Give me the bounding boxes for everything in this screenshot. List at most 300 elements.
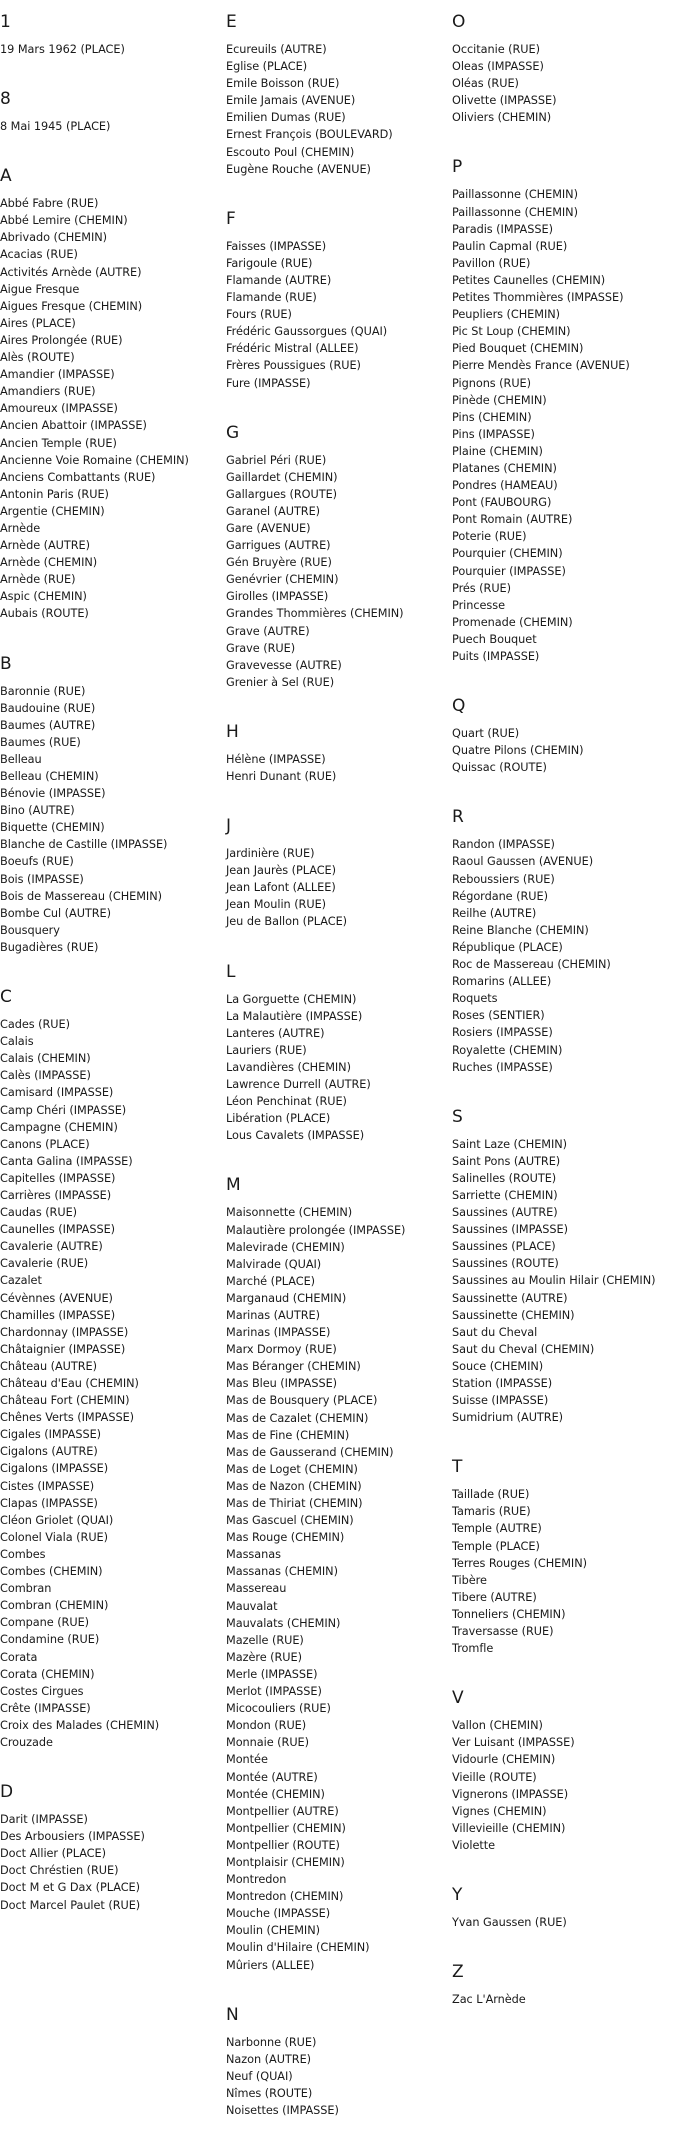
street-entry: Arnède (AUTRE) (0, 539, 90, 553)
street-entry: Crête (IMPASSE) (0, 1701, 91, 1715)
street-entry: Aubais (ROUTE) (0, 607, 89, 621)
street-entry: Saint Pons (AUTRE) (452, 1154, 561, 1168)
street-entry: Baronnie (RUE) (0, 684, 86, 698)
street-entry: Mas Béranger (CHEMIN) (226, 1360, 361, 1374)
street-entry: Prés (RUE) (452, 581, 512, 595)
street-entry: Calais (CHEMIN) (0, 1052, 91, 1066)
street-entry: Régordane (RUE) (452, 889, 548, 903)
street-entry: Roc de Massereau (CHEMIN) (452, 958, 611, 972)
street-entry: Des Arbousiers (IMPASSE) (0, 1830, 145, 1844)
street-entry: Micocouliers (RUE) (226, 1702, 331, 1716)
street-entry: Fours (RUE) (226, 308, 292, 322)
street-entry: Rosiers (IMPASSE) (452, 1026, 553, 1040)
street-entry: Marinas (AUTRE) (226, 1308, 320, 1322)
street-entry: Amandiers (RUE) (0, 385, 96, 399)
street-entry: Mas de Fine (CHEMIN) (226, 1428, 350, 1442)
street-entry: Emile Boisson (RUE) (226, 77, 340, 91)
street-entry: Campagne (CHEMIN) (0, 1120, 118, 1134)
street-entry: Zac L'Arnède (452, 1993, 526, 2007)
index-section-s (452, 1107, 674, 1427)
street-entry: Camisard (IMPASSE) (0, 1086, 114, 1100)
street-entry: Pinède (CHEMIN) (452, 393, 547, 407)
street-entry: La Gorguette (CHEMIN) (226, 992, 357, 1006)
street-entry: Doct Chréstien (RUE) (0, 1864, 119, 1878)
street-entry: Escouto Poul (CHEMIN) (226, 145, 355, 159)
street-entry: Chardonnay (IMPASSE) (0, 1325, 129, 1339)
street-entry: Puech Bouquet (452, 632, 537, 646)
street-entry: Tibère (452, 1573, 487, 1587)
street-entry: Argentie (CHEMIN) (0, 504, 105, 518)
street-entry: Marché (PLACE) (226, 1274, 316, 1288)
street-entry: Grave (RUE) (226, 641, 296, 655)
street-entry: Combes (0, 1547, 46, 1561)
street-entry: Saussines (IMPASSE) (452, 1223, 568, 1237)
street-entry: La Malautière (IMPASSE) (226, 1009, 363, 1023)
street-entry: Caunelles (IMPASSE) (0, 1223, 116, 1237)
street-entry: Château Fort (CHEMIN) (0, 1394, 130, 1408)
street-entry: Mas de Nazon (CHEMIN) (226, 1479, 362, 1493)
street-entry: Mas Rouge (CHEMIN) (226, 1531, 345, 1545)
street-entry: Combran (CHEMIN) (0, 1599, 109, 1613)
street-entry: Pondres (HAMEAU) (452, 479, 558, 493)
street-entry: Platanes (CHEMIN) (452, 461, 557, 475)
street-entry: Château (AUTRE) (0, 1359, 97, 1373)
section-heading: A (0, 166, 12, 187)
street-entry: Sumidrium (AUTRE) (452, 1411, 564, 1425)
street-entry: Petites Thommières (IMPASSE) (452, 291, 624, 305)
index-section-q (452, 696, 674, 776)
street-entry: Calais (0, 1035, 34, 1049)
street-entry: Flamande (AUTRE) (226, 273, 332, 287)
street-entry: Carrières (IMPASSE) (0, 1188, 112, 1202)
street-entry: Mas de Bousquery (PLACE) (226, 1394, 378, 1408)
street-entry: Pins (IMPASSE) (452, 427, 535, 441)
street-entry: Aspic (CHEMIN) (0, 590, 87, 604)
street-entry: Acacias (RUE) (0, 248, 78, 262)
street-entry: Belleau (CHEMIN) (0, 770, 99, 783)
street-list (452, 1914, 674, 1931)
street-entry: Canons (PLACE) (0, 1137, 90, 1151)
street-entry: Monnaie (RUE) (226, 1736, 310, 1750)
street-entry: Flamande (RUE) (226, 291, 317, 305)
street-entry: Tromfle (452, 1642, 494, 1656)
street-entry: Mauvalat (226, 1599, 278, 1613)
street-entry: Pont (FAUBOURG) (452, 496, 552, 510)
street-entry: Grenier à Sel (RUE) (226, 675, 335, 689)
street-entry: Princesse (452, 598, 505, 612)
street-entry: Mauvalats (CHEMIN) (226, 1616, 341, 1630)
index-section-b (0, 654, 222, 957)
street-entry: Antonin Paris (RUE) (0, 487, 109, 501)
street-entry: Saut du Cheval (CHEMIN) (452, 1342, 595, 1356)
street-entry: Mas de Loget (CHEMIN) (226, 1462, 358, 1476)
street-entry: Frères Poussigues (RUE) (226, 359, 361, 373)
street-entry: Mas de Thiriat (CHEMIN) (226, 1497, 363, 1510)
street-entry: Mas de Gausserand (CHEMIN) (226, 1445, 394, 1459)
street-entry: Maisonnette (CHEMIN) (226, 1206, 353, 1220)
street-entry: Pins (CHEMIN) (452, 410, 532, 424)
street-list (0, 195, 222, 622)
section-heading: F (226, 208, 236, 229)
street-entry: Baudouine (RUE) (0, 701, 96, 715)
street-entry: Doct M et G Dax (PLACE) (0, 1881, 140, 1895)
street-entry: Bugadières (RUE) (0, 940, 99, 954)
section-heading: R (452, 807, 464, 828)
street-entry: Cigalons (IMPASSE) (0, 1462, 109, 1476)
street-entry: Colonel Viala (RUE) (0, 1530, 109, 1544)
street-entry: Lanteres (AUTRE) (226, 1026, 325, 1040)
street-entry: Grave (AUTRE) (226, 624, 310, 638)
street-index-column-2 (226, 12, 448, 2150)
street-entry: Aires Prolongée (RUE) (0, 333, 123, 347)
street-entry: Ancienne Voie Romaine (CHEMIN) (0, 453, 189, 467)
street-entry: Gabriel Péri (RUE) (226, 453, 327, 467)
street-entry: Cévènnes (AVENUE) (0, 1291, 113, 1305)
street-entry: Lauriers (RUE) (226, 1043, 307, 1057)
street-entry: Promenade (CHEMIN) (452, 615, 573, 629)
street-list (452, 836, 674, 1075)
section-heading: O (452, 12, 466, 32)
street-entry: Montredon (226, 1873, 287, 1887)
street-entry: Clapas (IMPASSE) (0, 1496, 98, 1510)
index-section-e (226, 12, 448, 178)
street-entry: Aigue Fresque (0, 282, 80, 296)
street-entry: Pignons (RUE) (452, 376, 532, 390)
street-list (226, 238, 448, 392)
street-entry: Faisses (IMPASSE) (226, 239, 327, 253)
street-list (452, 41, 674, 126)
street-entry: Pourquier (IMPASSE) (452, 564, 566, 578)
section-heading: B (0, 653, 12, 674)
street-entry: Doct Allier (PLACE) (0, 1847, 106, 1861)
section-heading: Z (452, 1962, 464, 1983)
street-entry: Station (IMPASSE) (452, 1377, 553, 1390)
street-entry: Henri Dunant (RUE) (226, 770, 337, 783)
index-section-d (0, 1782, 222, 1914)
street-entry: Moulin (CHEMIN) (226, 1924, 320, 1938)
street-entry: Montredon (CHEMIN) (226, 1890, 344, 1904)
street-entry: Vignes (CHEMIN) (452, 1804, 547, 1818)
street-entry: Cigalons (AUTRE) (0, 1445, 98, 1459)
street-entry: Puits (IMPASSE) (452, 650, 540, 663)
street-entry: Paillassonne (CHEMIN) (452, 188, 578, 202)
street-entry: Cades (RUE) (0, 1018, 70, 1032)
street-entry: Merlot (IMPASSE) (226, 1685, 322, 1699)
section-heading: T (452, 1457, 463, 1478)
street-entry: Biquette (CHEMIN) (0, 821, 105, 835)
street-entry: Roses (SENTIER) (452, 1009, 545, 1023)
street-entry: Malevirade (CHEMIN) (226, 1240, 345, 1254)
street-entry: Vignerons (IMPASSE) (452, 1787, 569, 1801)
street-entry: Eugène Rouche (AVENUE) (226, 162, 371, 176)
street-entry: Temple (PLACE) (452, 1539, 540, 1553)
street-entry: Narbonne (RUE) (226, 2035, 317, 2049)
street-entry: Saut du Cheval (452, 1325, 538, 1339)
street-entry: Paulin Capmal (RUE) (452, 239, 568, 253)
section-heading: E (226, 12, 237, 32)
index-section-j (226, 816, 448, 930)
street-entry: Traversasse (RUE) (452, 1625, 554, 1639)
street-entry: Gravevesse (AUTRE) (226, 658, 342, 672)
street-entry: Gén Bruyère (RUE) (226, 556, 332, 570)
street-entry: Salinelles (ROUTE) (452, 1171, 557, 1185)
street-entry: Amandier (IMPASSE) (0, 368, 115, 382)
street-entry: Vieille (ROUTE) (452, 1770, 537, 1784)
street-entry: Frédéric Mistral (ALLEE) (226, 342, 359, 356)
street-list (226, 452, 448, 691)
street-entry: Raoul Gaussen (AVENUE) (452, 855, 594, 869)
street-index-column-3 (452, 12, 674, 2039)
street-entry: Châtaignier (IMPASSE) (0, 1342, 126, 1356)
street-entry: Calès (IMPASSE) (0, 1069, 91, 1083)
street-entry: Canta Galina (IMPASSE) (0, 1154, 133, 1168)
street-entry: Gaillardet (CHEMIN) (226, 470, 338, 484)
street-entry: Grandes Thommières (CHEMIN) (226, 607, 404, 621)
street-entry: Compane (RUE) (0, 1616, 90, 1630)
street-entry: Villevieille (CHEMIN) (452, 1821, 566, 1835)
street-entry: Ver Luisant (IMPASSE) (452, 1736, 575, 1750)
street-entry: Violette (452, 1838, 496, 1852)
street-entry: Activités Arnède (AUTRE) (0, 265, 142, 279)
street-entry: Alès (ROUTE) (0, 351, 75, 365)
index-section-t (452, 1457, 674, 1657)
street-entry: Peupliers (CHEMIN) (452, 308, 561, 322)
street-entry: Ernest François (BOULEVARD) (226, 128, 393, 142)
section-heading: G (226, 422, 240, 443)
street-entry: Abbé Lemire (CHEMIN) (0, 214, 128, 228)
street-entry: Ruches (IMPASSE) (452, 1060, 553, 1074)
street-list (0, 1811, 222, 1914)
street-entry: Marinas (IMPASSE) (226, 1326, 331, 1340)
index-section-f (226, 209, 448, 392)
street-entry: Petites Caunelles (CHEMIN) (452, 273, 606, 287)
section-heading: 8 (0, 89, 11, 110)
street-entry: Quart (RUE) (452, 727, 520, 741)
street-entry: Château d'Eau (CHEMIN) (0, 1377, 139, 1390)
street-entry: Lawrence Durrell (AUTRE) (226, 1078, 371, 1092)
street-entry: Massereau (226, 1582, 287, 1596)
street-entry: Garanel (AUTRE) (226, 504, 321, 518)
street-entry: Aires (PLACE) (0, 316, 76, 330)
street-entry: Saussinette (AUTRE) (452, 1291, 568, 1305)
street-entry: Bois (IMPASSE) (0, 872, 84, 886)
street-entry: Pourquier (CHEMIN) (452, 547, 563, 561)
street-entry: Montée (CHEMIN) (226, 1787, 325, 1801)
section-heading: N (226, 2004, 239, 2025)
street-list (0, 118, 222, 135)
street-entry: Mouche (IMPASSE) (226, 1907, 331, 1921)
street-entry: Combes (CHEMIN) (0, 1565, 103, 1579)
index-section-l (226, 962, 448, 1145)
street-entry: Amoureux (IMPASSE) (0, 402, 118, 416)
section-heading: C (0, 987, 12, 1008)
street-list (0, 41, 222, 58)
street-list (226, 41, 448, 178)
street-entry: Bombe Cul (AUTRE) (0, 906, 112, 920)
section-heading: 1 (0, 12, 11, 32)
street-entry: Caudas (RUE) (0, 1206, 78, 1220)
street-entry: Lous Cavalets (IMPASSE) (226, 1129, 365, 1143)
street-list (452, 1717, 674, 1854)
street-entry: Vallon (CHEMIN) (452, 1719, 543, 1733)
street-list (226, 991, 448, 1145)
street-entry: Mas Gascuel (CHEMIN) (226, 1514, 354, 1528)
street-entry: Arnède (CHEMIN) (0, 556, 98, 570)
street-entry: Emile Jamais (AVENUE) (226, 94, 356, 108)
street-entry: Pavillon (RUE) (452, 256, 531, 270)
street-entry: Romarins (ALLEE) (452, 975, 552, 989)
street-entry: Saussinette (CHEMIN) (452, 1308, 575, 1322)
index-section-8 (0, 89, 222, 135)
street-entry: Mazelle (RUE) (226, 1633, 304, 1647)
street-entry: Saussines (ROUTE) (452, 1257, 559, 1271)
street-entry: Cazalet (0, 1274, 42, 1288)
street-entry: Yvan Gaussen (RUE) (452, 1915, 567, 1929)
street-entry: Olivette (IMPASSE) (452, 94, 557, 108)
street-entry: Roquets (452, 992, 498, 1006)
street-entry: Corata (0, 1650, 38, 1664)
section-heading: M (226, 1175, 241, 1196)
index-section-o (452, 12, 674, 126)
street-entry: Reine Blanche (CHEMIN) (452, 923, 589, 937)
street-entry: Montpellier (AUTRE) (226, 1804, 339, 1818)
index-section-h (226, 722, 448, 785)
street-entry: République (PLACE) (452, 940, 563, 954)
street-entry: Baumes (AUTRE) (0, 718, 96, 732)
street-entry: Quatre Pilons (CHEMIN) (452, 744, 584, 758)
street-entry: Jean Lafont (ALLEE) (226, 881, 336, 895)
street-entry: Garrigues (AUTRE) (226, 539, 331, 553)
street-entry: Lavandières (CHEMIN) (226, 1060, 351, 1074)
street-entry: Massanas (226, 1548, 281, 1562)
street-entry: Reboussiers (RUE) (452, 872, 555, 886)
street-entry: Saussines (PLACE) (452, 1240, 556, 1254)
street-entry: Abbé Fabre (RUE) (0, 197, 99, 211)
street-entry: Emilien Dumas (RUE) (226, 111, 346, 125)
section-heading: S (452, 1106, 463, 1127)
street-entry: Arnède (RUE) (0, 573, 76, 587)
street-entry: Fure (IMPASSE) (226, 376, 311, 390)
street-entry: Quissac (ROUTE) (452, 761, 547, 775)
street-entry: Tibere (AUTRE) (452, 1590, 537, 1604)
street-entry: Jeu de Ballon (PLACE) (226, 915, 348, 929)
street-entry: Saussines (AUTRE) (452, 1206, 558, 1220)
street-entry: Corata (CHEMIN) (0, 1667, 95, 1681)
street-entry: Temple (AUTRE) (452, 1522, 542, 1536)
street-entry: Cavalerie (RUE) (0, 1257, 89, 1271)
street-entry: Paillassonne (CHEMIN) (452, 205, 578, 219)
street-entry: Moulin d'Hilaire (CHEMIN) (226, 1941, 370, 1955)
street-entry: Cléon Griolet (QUAI) (0, 1513, 114, 1527)
street-entry: Belleau (0, 752, 42, 766)
street-entry: Jardinière (RUE) (226, 847, 315, 861)
street-entry: Poterie (RUE) (452, 530, 527, 544)
street-list (452, 1486, 674, 1657)
section-heading: Q (452, 696, 466, 717)
street-entry: Frédéric Gaussorgues (QUAI) (226, 325, 388, 339)
street-entry: Massanas (CHEMIN) (226, 1565, 338, 1579)
street-entry: Saussines au Moulin Hilair (CHEMIN) (452, 1274, 656, 1288)
street-entry: Crouzade (0, 1735, 53, 1749)
street-entry: Costes Cirgues (0, 1684, 84, 1698)
street-entry: Bino (AUTRE) (0, 804, 75, 818)
street-entry: Blanche de Castille (IMPASSE) (0, 838, 168, 852)
section-heading: P (452, 157, 463, 178)
index-section-g (226, 423, 448, 691)
section-heading: Y (452, 1884, 463, 1905)
street-entry: Bois de Massereau (CHEMIN) (0, 889, 162, 903)
street-entry: Noisettes (IMPASSE) (226, 2104, 339, 2117)
street-entry: Malvirade (QUAI) (226, 1257, 322, 1271)
street-entry: Ancien Temple (RUE) (0, 436, 117, 450)
street-entry: Jean Jaurès (PLACE) (226, 864, 336, 878)
section-heading: D (0, 1782, 14, 1803)
street-entry: Léon Penchinat (RUE) (226, 1095, 347, 1109)
index-section-p (452, 157, 674, 665)
street-entry: Oliviers (CHEMIN) (452, 111, 552, 125)
street-entry: Oléas (RUE) (452, 77, 519, 91)
street-list (226, 751, 448, 785)
street-entry: Montée (AUTRE) (226, 1770, 318, 1784)
street-entry: Mûriers (ALLEE) (226, 1958, 315, 1972)
street-entry: Condamine (RUE) (0, 1633, 100, 1647)
street-entry: Montée (226, 1753, 268, 1767)
street-list (452, 186, 674, 665)
street-entry: Girolles (IMPASSE) (226, 590, 329, 604)
street-entry: Montplaisir (CHEMIN) (226, 1855, 345, 1869)
street-entry: Genévrier (CHEMIN) (226, 573, 339, 587)
index-section-m (226, 1175, 448, 1973)
street-entry: Merle (IMPASSE) (226, 1667, 318, 1681)
street-list (0, 1016, 222, 1751)
street-entry: Abrivado (CHEMIN) (0, 231, 107, 245)
street-list (452, 1991, 674, 2008)
street-entry: Cigales (IMPASSE) (0, 1428, 102, 1442)
street-entry: Plaine (CHEMIN) (452, 444, 543, 458)
street-entry: Oleas (IMPASSE) (452, 60, 544, 74)
street-list (226, 2034, 448, 2119)
street-entry: Neuf (QUAI) (226, 2069, 293, 2083)
street-entry: Camp Chéri (IMPASSE) (0, 1103, 127, 1117)
street-entry: Anciens Combattants (RUE) (0, 470, 156, 484)
index-section-r (452, 807, 674, 1075)
index-section-n (226, 2005, 448, 2119)
street-entry: Boeufs (RUE) (0, 855, 74, 869)
street-entry: Doct Marcel Paulet (RUE) (0, 1898, 141, 1912)
street-entry: 8 Mai 1945 (PLACE) (0, 120, 111, 134)
index-section-z (452, 1962, 674, 2008)
street-entry: Jean Moulin (RUE) (226, 898, 327, 912)
street-index-column-1 (0, 12, 222, 1945)
section-heading: V (452, 1688, 464, 1709)
street-entry: Sarriette (CHEMIN) (452, 1188, 558, 1202)
street-entry: Gare (AVENUE) (226, 521, 311, 535)
street-entry: Taillade (RUE) (452, 1488, 530, 1502)
street-entry: Montpellier (ROUTE) (226, 1838, 340, 1852)
street-entry: Cistes (IMPASSE) (0, 1479, 95, 1493)
street-entry: 19 Mars 1962 (PLACE) (0, 43, 125, 56)
street-entry: Mazère (RUE) (226, 1650, 302, 1664)
index-section-y (452, 1885, 674, 1931)
street-entry: Pont Romain (AUTRE) (452, 513, 573, 527)
street-entry: Baumes (RUE) (0, 735, 81, 749)
street-entry: Farigoule (RUE) (226, 256, 313, 270)
street-entry: Suisse (IMPASSE) (452, 1394, 549, 1408)
street-entry: Aigues Fresque (CHEMIN) (0, 299, 143, 313)
street-entry: Occitanie (RUE) (452, 43, 540, 56)
street-entry: Nîmes (ROUTE) (226, 2086, 313, 2100)
section-heading: L (226, 961, 236, 982)
